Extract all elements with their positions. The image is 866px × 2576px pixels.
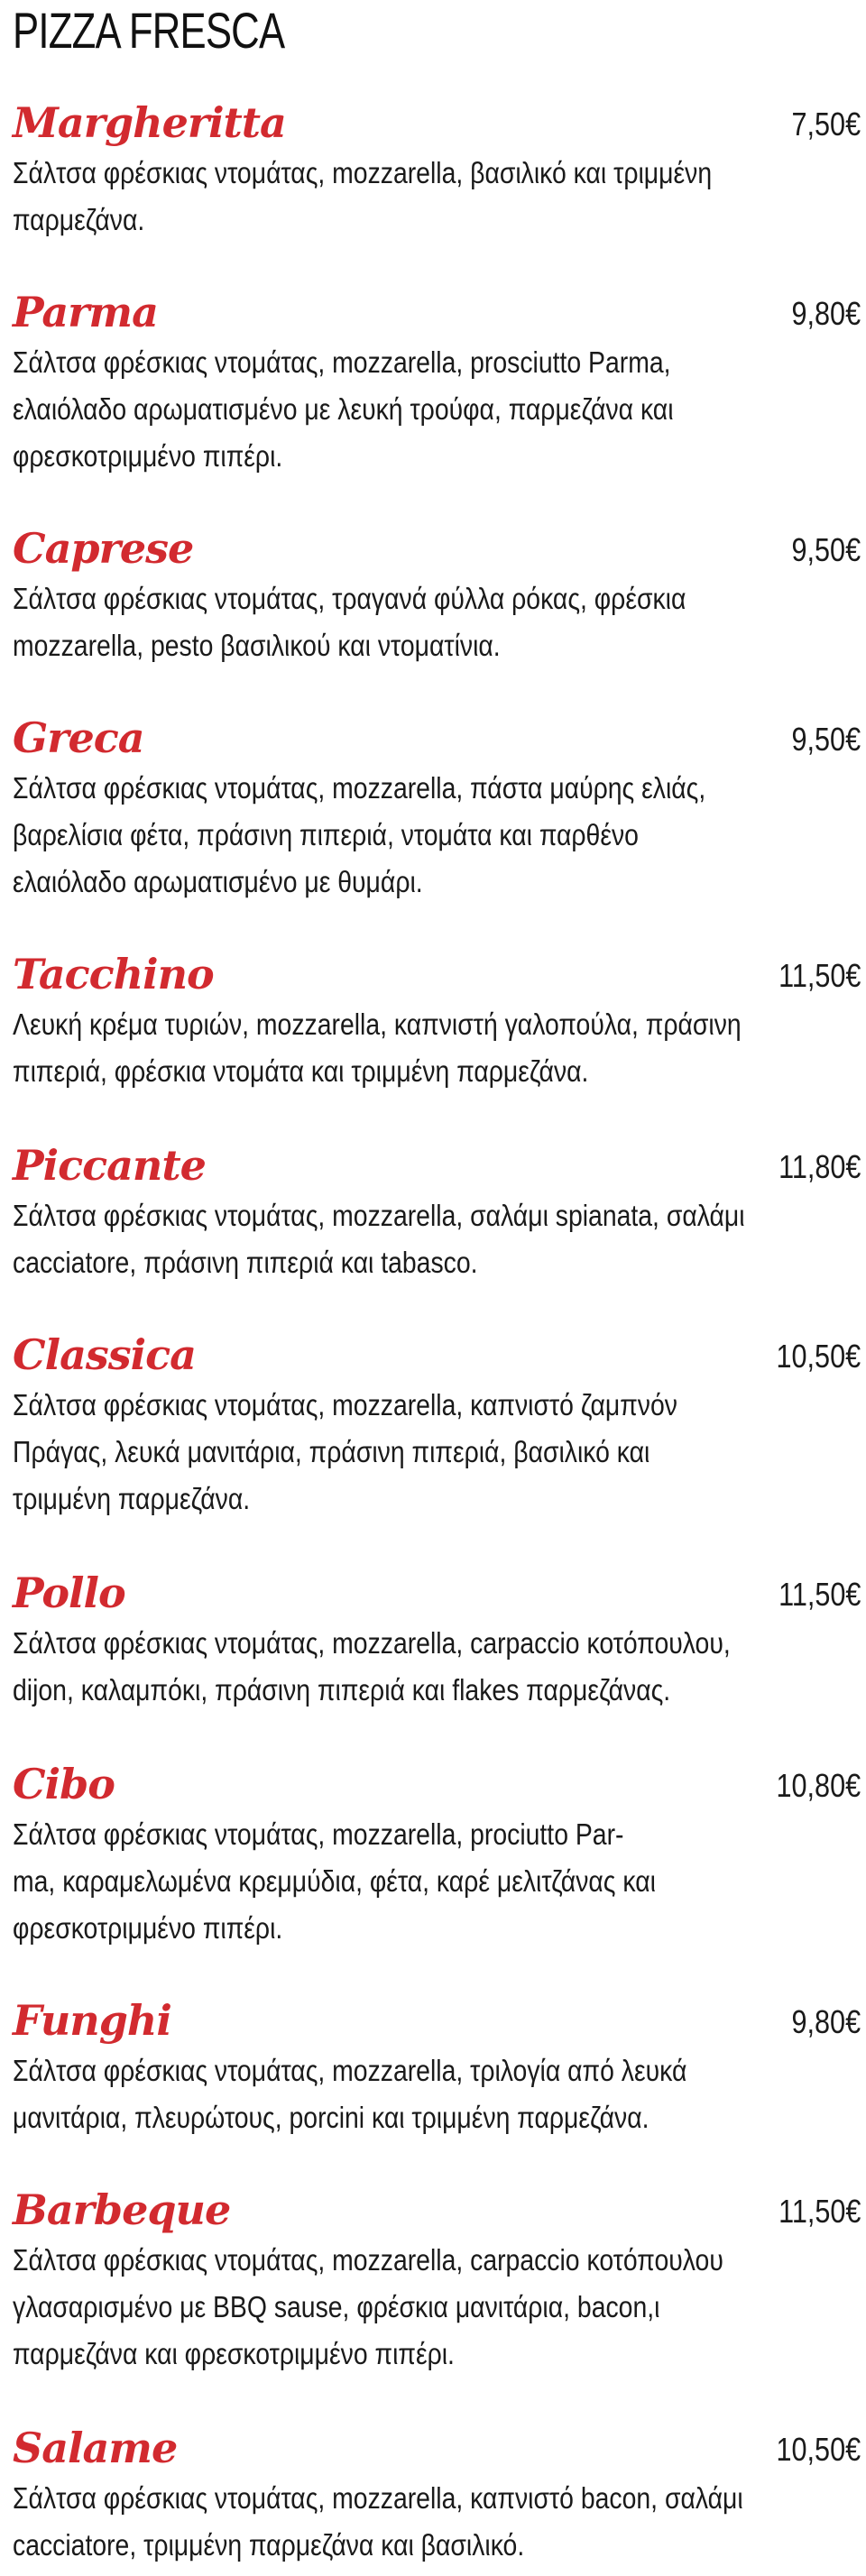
description-line: Σάλτσα φρέσκιας ντομάτας, mozzarella, prociutto Par- xyxy=(13,1817,624,1851)
description-line: ελαιόλαδο αρωματισμένο με λευκή τρούφα, παρμεζάνα και xyxy=(13,392,674,426)
item-description xyxy=(13,575,742,669)
description-line: Σάλτσα φρέσκιας ντομάτας, mozzarella, πάστα μαύρης ελιάς, xyxy=(13,771,706,805)
item-price: 10,80€ xyxy=(776,1767,861,1804)
description-line: cacciatore, πράσινη πιπεριά και tabasco. xyxy=(13,1246,478,1279)
description-line: μανιτάρια, πλευρώτους, porcini και τριμμένη παρμεζάνα. xyxy=(13,2101,650,2134)
item-description xyxy=(13,1192,745,1286)
description-line: Σάλτσα φρέσκιας ντομάτας, τραγανά φύλλα ρόκας, φρέσκια xyxy=(13,582,686,615)
item-description xyxy=(13,765,742,906)
item-price: 10,50€ xyxy=(776,2431,861,2468)
item-name: Margheritta xyxy=(13,98,286,147)
item-name: Piccante xyxy=(13,1141,206,1190)
item-name: Barbeque xyxy=(13,2185,231,2234)
item-description xyxy=(13,1001,742,1095)
item-price: 9,50€ xyxy=(791,531,861,568)
item-price: 11,50€ xyxy=(778,1576,861,1613)
description-line: mozzarella, pesto βασιλικού και ντοματίνια. xyxy=(13,629,501,662)
description-line: cacciatore, τριμμένη παρμεζάνα και βασιλικό. xyxy=(13,2528,525,2562)
description-line: Σάλτσα φρέσκιας ντομάτας, mozzarella, σαλάμι spianata, σαλάμι xyxy=(13,1199,745,1232)
item-description xyxy=(13,1811,742,1952)
description-line: Σάλτσα φρέσκιας ντομάτας, mozzarella, τριλογία από λευκά xyxy=(13,2054,687,2087)
item-name: Classica xyxy=(13,1330,196,1379)
description-line: ελαιόλαδο αρωματισμένο με θυμάρι. xyxy=(13,865,423,898)
description-line: βαρελίσια φέτα, πράσινη πιπεριά, ντομάτα και παρθένο xyxy=(13,818,639,851)
item-price: 11,80€ xyxy=(778,1148,861,1185)
description-line: Σάλτσα φρέσκιας ντομάτας, mozzarella, καπνιστό ζαμπνόν xyxy=(13,1388,677,1421)
item-name: Cibo xyxy=(13,1760,115,1808)
description-line: Πράγας, λευκά μανιτάρια, πράσινη πιπεριά, βασιλικό και xyxy=(13,1435,650,1468)
item-name: Funghi xyxy=(13,1996,171,2045)
description-line: dijon, καλαμπόκι, πράσινη πιπεριά και flakes παρμεζάνας. xyxy=(13,1673,671,1707)
description-line: Σάλτσα φρέσκιας ντομάτας, mozzarella, carpaccio κοτόπουλου xyxy=(13,2243,723,2277)
section-title: PIZZA FRESCA xyxy=(13,2,285,59)
item-description xyxy=(13,150,742,244)
item-description xyxy=(13,2237,742,2378)
description-line: Σάλτσα φρέσκιας ντομάτας, mozzarella, carpaccio κοτόπουλου, xyxy=(13,1626,731,1660)
item-name: Salame xyxy=(13,2424,178,2472)
description-line: πιπεριά, φρέσκια ντομάτα και τριμμένη παρμεζάνα. xyxy=(13,1054,589,1088)
description-line: φρεσκοτριμμένο πιπέρι. xyxy=(13,439,283,473)
description-line: Λευκή κρέμα τυριών, mozzarella, καπνιστή γαλοπούλα, πράσινη xyxy=(13,1007,742,1041)
item-name: Parma xyxy=(13,288,158,336)
description-line: παρμεζάνα και φρεσκοτριμμένο πιπέρι. xyxy=(13,2337,455,2370)
item-description xyxy=(13,2047,742,2141)
item-description xyxy=(13,1382,742,1523)
item-price: 9,80€ xyxy=(791,2003,861,2040)
item-price: 9,50€ xyxy=(791,721,861,758)
description-line: παρμεζάνα. xyxy=(13,203,145,236)
description-line: Σάλτσα φρέσκιας ντομάτας, mozzarella, καπνιστό bacon, σαλάμι xyxy=(13,2481,743,2515)
item-price: 7,50€ xyxy=(791,106,861,143)
item-price: 11,50€ xyxy=(778,2193,861,2230)
description-line: ma, καραμελωμένα κρεμμύδια, φέτα, καρέ μελιτζάνας και xyxy=(13,1864,656,1898)
item-description xyxy=(13,1620,742,1714)
description-line: τριμμένη παρμεζάνα. xyxy=(13,1482,251,1515)
item-name: Greca xyxy=(13,713,144,762)
item-price: 10,50€ xyxy=(776,1338,861,1375)
item-name: Pollo xyxy=(13,1569,125,1617)
item-price: 9,80€ xyxy=(791,295,861,332)
item-price: 11,50€ xyxy=(778,957,861,994)
item-description xyxy=(13,339,742,480)
description-line: γλασαρισμένο με BBQ sause, φρέσκια μανιτάρια, bacon,ι xyxy=(13,2290,660,2323)
description-line: Σάλτσα φρέσκιας ντομάτας, mozzarella, βασιλικό και τριμμένη xyxy=(13,156,713,189)
item-name: Tacchino xyxy=(13,950,214,998)
description-line: Σάλτσα φρέσκιας ντομάτας, mozzarella, prosciutto Parma, xyxy=(13,345,671,379)
description-line: φρεσκοτριμμένο πιπέρι. xyxy=(13,1911,283,1945)
item-name: Caprese xyxy=(13,524,194,573)
item-description xyxy=(13,2475,742,2569)
